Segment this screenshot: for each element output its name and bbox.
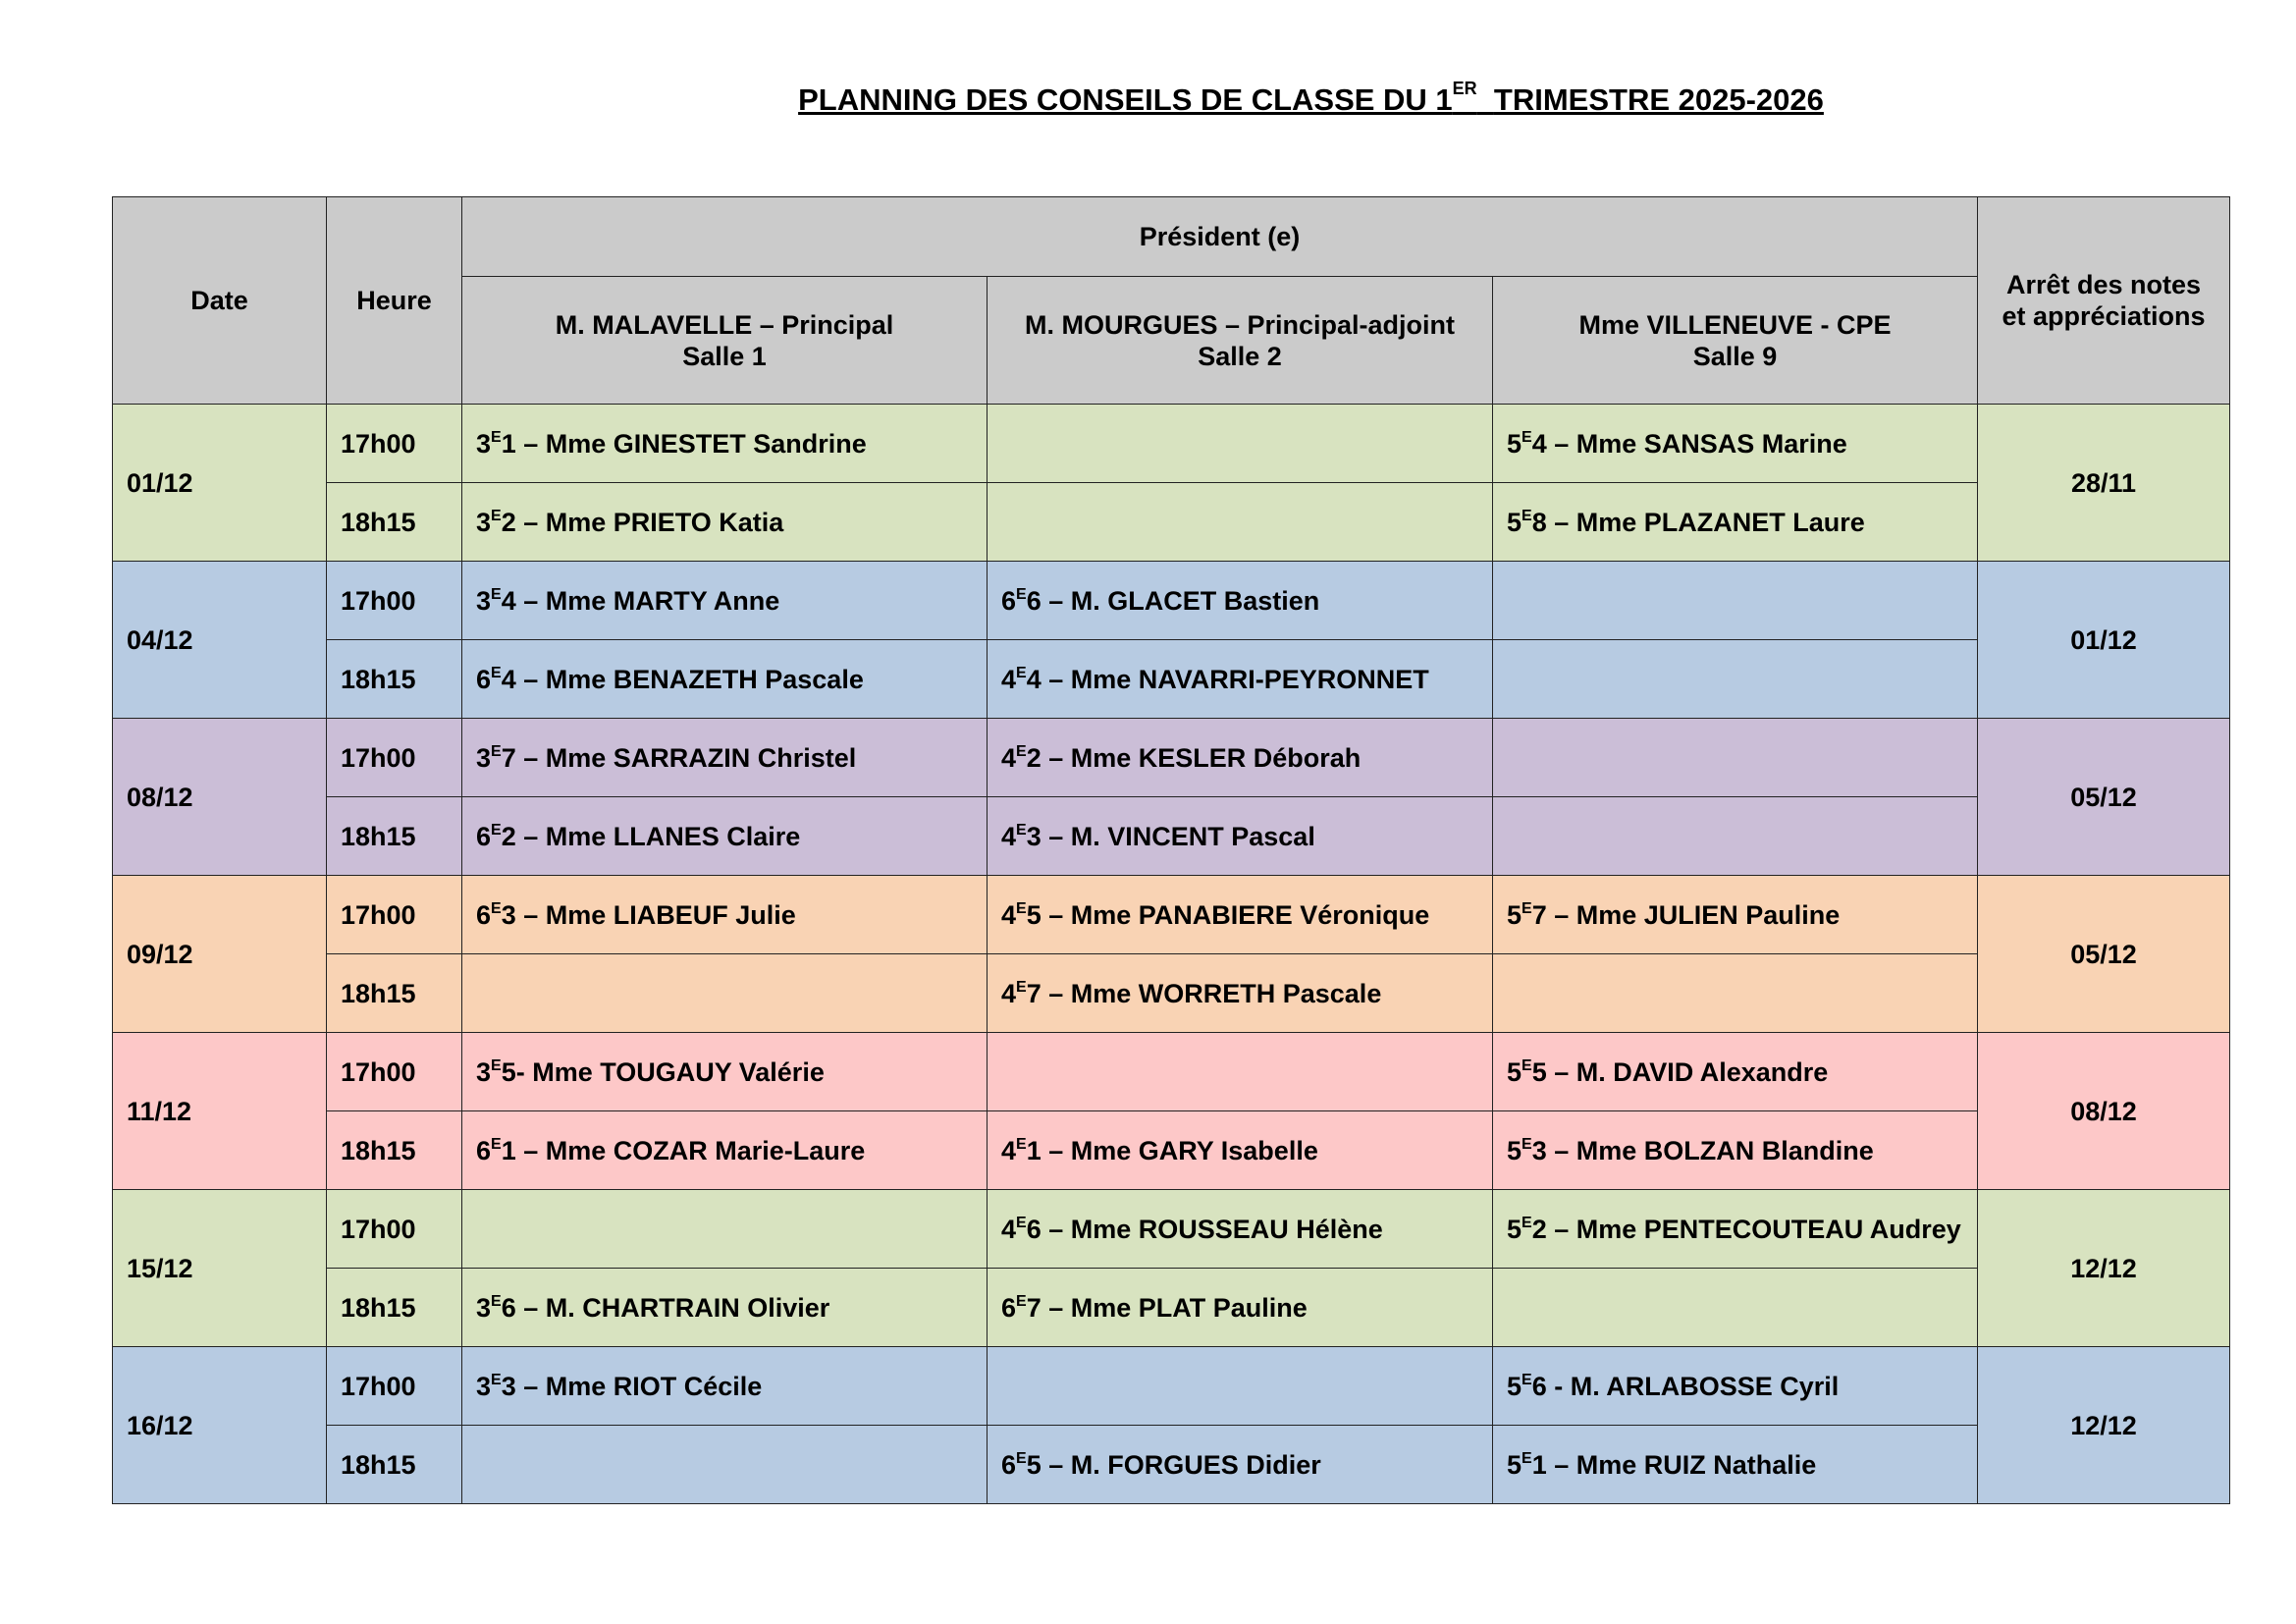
class-level: 5	[1507, 1449, 1522, 1480]
class-cell	[1493, 876, 1978, 954]
class-level: 5	[1507, 428, 1522, 459]
class-teacher: 7 – Mme SARRAZIN Christel	[501, 742, 857, 773]
class-superscript: E	[1016, 585, 1027, 603]
class-teacher: 1 – Mme RUIZ Nathalie	[1531, 1449, 1817, 1480]
class-teacher: 5- Mme TOUGAUY Valérie	[501, 1056, 825, 1087]
date-cell: 09/12	[113, 876, 327, 1033]
date-cell: 01/12	[113, 405, 327, 562]
class-level: 6	[476, 664, 492, 694]
time-cell: 17h00	[327, 562, 462, 640]
class-teacher: 5 – M. DAVID Alexandre	[1531, 1056, 1829, 1087]
class-superscript: E	[1016, 742, 1027, 760]
header-date: Date	[113, 197, 327, 405]
class-superscript: E	[1016, 821, 1027, 839]
table-row	[113, 719, 2230, 797]
president-name: Mme VILLENEUVE - CPE	[1578, 309, 1892, 340]
class-teacher: 2 – Mme LLANES Claire	[501, 821, 801, 851]
class-cell	[462, 954, 988, 1033]
class-cell	[462, 405, 988, 483]
class-cell	[988, 1033, 1493, 1111]
table-row	[113, 954, 2230, 1033]
header-arret	[1978, 197, 2230, 405]
class-cell	[1493, 1269, 1978, 1347]
class-teacher: 6 – Mme ROUSSEAU Hélène	[1026, 1214, 1383, 1244]
class-level: 6	[1001, 1292, 1017, 1323]
table-row	[113, 1190, 2230, 1269]
header-arret-line1: Arrêt des notes	[2006, 270, 2202, 299]
class-cell	[988, 562, 1493, 640]
class-superscript: E	[1016, 899, 1027, 917]
class-superscript: E	[491, 821, 502, 839]
class-teacher: 3 – Mme LIABEUF Julie	[501, 899, 796, 930]
class-cell	[1493, 1347, 1978, 1426]
class-cell	[462, 1426, 988, 1504]
time-cell: 18h15	[327, 1269, 462, 1347]
class-cell	[462, 1269, 988, 1347]
title-superscript: ER	[1452, 79, 1477, 98]
class-teacher: 7 – Mme JULIEN Pauline	[1531, 899, 1841, 930]
class-teacher: 5 – Mme PANABIERE Véronique	[1026, 899, 1430, 930]
table-row	[113, 562, 2230, 640]
table-row	[113, 483, 2230, 562]
date-cell: 16/12	[113, 1347, 327, 1504]
class-level: 3	[476, 585, 492, 616]
class-level: 3	[476, 428, 492, 459]
class-cell	[988, 797, 1493, 876]
class-cell	[462, 640, 988, 719]
header-heure: Heure	[327, 197, 462, 405]
header-president-3	[1493, 277, 1978, 405]
table-row	[113, 1426, 2230, 1504]
class-level: 4	[1001, 978, 1017, 1008]
arret-cell: 05/12	[1978, 719, 2230, 876]
class-cell	[1493, 405, 1978, 483]
arret-cell: 28/11	[1978, 405, 2230, 562]
title-rest: TRIMESTRE 2025-2026	[1493, 82, 1824, 117]
class-cell	[462, 1190, 988, 1269]
class-superscript: E	[1522, 1214, 1532, 1231]
class-cell	[1493, 1426, 1978, 1504]
class-level: 4	[1001, 899, 1017, 930]
class-level: 3	[476, 507, 492, 537]
class-level: 6	[1001, 585, 1017, 616]
date-cell: 15/12	[113, 1190, 327, 1347]
date-cell: 11/12	[113, 1033, 327, 1190]
table-row	[113, 1033, 2230, 1111]
class-teacher: 1 – Mme GINESTET Sandrine	[501, 428, 867, 459]
class-level: 5	[1507, 507, 1522, 537]
president-room: Salle 9	[1692, 341, 1778, 371]
class-superscript: E	[1522, 899, 1532, 917]
class-cell	[1493, 640, 1978, 719]
class-teacher: 3 – Mme RIOT Cécile	[501, 1371, 763, 1401]
class-cell	[988, 954, 1493, 1033]
class-cell	[988, 1426, 1493, 1504]
class-superscript: E	[1016, 1214, 1027, 1231]
class-level: 3	[476, 1292, 492, 1323]
header-president-1	[462, 277, 988, 405]
class-cell	[988, 1190, 1493, 1269]
class-cell	[988, 876, 1493, 954]
header-president: Président (e)	[462, 197, 1978, 277]
class-superscript: E	[1016, 1135, 1027, 1153]
president-name: M. MALAVELLE – Principal	[555, 309, 894, 340]
time-cell: 17h00	[327, 1347, 462, 1426]
class-superscript: E	[1522, 428, 1532, 446]
class-level: 4	[1001, 742, 1017, 773]
class-teacher: 4 – Mme NAVARRI-PEYRONNET	[1026, 664, 1429, 694]
class-cell	[1493, 954, 1978, 1033]
class-superscript: E	[491, 1292, 502, 1310]
header-president-2	[988, 277, 1493, 405]
class-teacher: 5 – M. FORGUES Didier	[1026, 1449, 1321, 1480]
class-level: 3	[476, 1371, 492, 1401]
class-cell	[462, 1347, 988, 1426]
time-cell: 17h00	[327, 876, 462, 954]
table-row	[113, 876, 2230, 954]
class-superscript: E	[1522, 1449, 1532, 1467]
page-title	[0, 79, 2296, 118]
class-level: 4	[1001, 1135, 1017, 1165]
class-superscript: E	[1016, 1449, 1027, 1467]
class-cell	[1493, 483, 1978, 562]
class-cell	[988, 1269, 1493, 1347]
time-cell: 18h15	[327, 1426, 462, 1504]
class-level: 6	[476, 821, 492, 851]
class-cell	[1493, 1190, 1978, 1269]
class-superscript: E	[1016, 1292, 1027, 1310]
class-teacher: 1 – Mme GARY Isabelle	[1026, 1135, 1318, 1165]
class-cell	[988, 405, 1493, 483]
table-row	[113, 405, 2230, 483]
class-teacher: 1 – Mme COZAR Marie-Laure	[501, 1135, 866, 1165]
class-level: 6	[476, 1135, 492, 1165]
class-level: 5	[1507, 899, 1522, 930]
date-cell: 04/12	[113, 562, 327, 719]
class-teacher: 3 – M. VINCENT Pascal	[1026, 821, 1315, 851]
schedule-body	[113, 405, 2230, 1504]
class-teacher: 7 – Mme PLAT Pauline	[1026, 1292, 1308, 1323]
table-row	[113, 1269, 2230, 1347]
class-cell	[462, 719, 988, 797]
schedule-table	[112, 196, 2230, 1504]
class-cell	[462, 797, 988, 876]
class-superscript: E	[491, 1056, 502, 1074]
time-cell: 17h00	[327, 719, 462, 797]
class-level: 5	[1507, 1056, 1522, 1087]
class-level: 4	[1001, 1214, 1017, 1244]
class-teacher: 2 – Mme PENTECOUTEAU Audrey	[1531, 1214, 1961, 1244]
class-cell	[462, 562, 988, 640]
class-cell	[988, 640, 1493, 719]
header-arret-line2: et appréciations	[2002, 301, 2206, 331]
president-name: M. MOURGUES – Principal-adjoint	[1024, 309, 1456, 340]
table-row	[113, 640, 2230, 719]
time-cell: 18h15	[327, 640, 462, 719]
arret-cell: 05/12	[1978, 876, 2230, 1033]
arret-cell: 08/12	[1978, 1033, 2230, 1190]
class-superscript: E	[491, 507, 502, 524]
table-row	[113, 1111, 2230, 1190]
class-level: 4	[1001, 664, 1017, 694]
class-superscript: E	[491, 1135, 502, 1153]
time-cell: 18h15	[327, 1111, 462, 1190]
class-level: 3	[476, 742, 492, 773]
class-cell	[988, 1111, 1493, 1190]
class-teacher: 6 - M. ARLABOSSE Cyril	[1531, 1371, 1840, 1401]
class-superscript: E	[1522, 507, 1532, 524]
class-level: 4	[1001, 821, 1017, 851]
class-teacher: 3 – Mme BOLZAN Blandine	[1531, 1135, 1874, 1165]
arret-cell: 01/12	[1978, 562, 2230, 719]
title-main: PLANNING DES CONSEILS DE CLASSE DU 1	[798, 82, 1453, 117]
class-cell	[1493, 1111, 1978, 1190]
date-cell: 08/12	[113, 719, 327, 876]
time-cell: 18h15	[327, 954, 462, 1033]
class-superscript: E	[491, 585, 502, 603]
class-level: 5	[1507, 1371, 1522, 1401]
time-cell: 17h00	[327, 405, 462, 483]
class-teacher: 6 – M. CHARTRAIN Olivier	[501, 1292, 830, 1323]
table-row	[113, 1347, 2230, 1426]
time-cell: 18h15	[327, 797, 462, 876]
class-superscript: E	[491, 1371, 502, 1388]
class-cell	[988, 483, 1493, 562]
time-cell: 18h15	[327, 483, 462, 562]
class-superscript: E	[491, 428, 502, 446]
president-room: Salle 2	[1198, 341, 1282, 371]
president-room: Salle 1	[682, 341, 767, 371]
class-cell	[462, 1033, 988, 1111]
class-level: 6	[1001, 1449, 1017, 1480]
class-superscript: E	[491, 742, 502, 760]
time-cell: 17h00	[327, 1190, 462, 1269]
class-level: 6	[476, 899, 492, 930]
class-teacher: 6 – M. GLACET Bastien	[1026, 585, 1320, 616]
class-cell	[988, 1347, 1493, 1426]
class-superscript: E	[1522, 1371, 1532, 1388]
class-cell	[1493, 797, 1978, 876]
class-teacher: 7 – Mme WORRETH Pascale	[1026, 978, 1382, 1008]
class-level: 5	[1507, 1135, 1522, 1165]
class-superscript: E	[1016, 978, 1027, 996]
class-level: 3	[476, 1056, 492, 1087]
class-cell	[462, 876, 988, 954]
class-teacher: 2 – Mme PRIETO Katia	[501, 507, 784, 537]
class-cell	[462, 483, 988, 562]
arret-cell: 12/12	[1978, 1347, 2230, 1504]
class-cell	[988, 719, 1493, 797]
time-cell: 17h00	[327, 1033, 462, 1111]
class-teacher: 8 – Mme PLAZANET Laure	[1531, 507, 1865, 537]
class-superscript: E	[491, 664, 502, 681]
class-cell	[1493, 719, 1978, 797]
class-superscript: E	[1522, 1056, 1532, 1074]
class-teacher: 4 – Mme BENAZETH Pascale	[501, 664, 864, 694]
class-cell	[1493, 562, 1978, 640]
class-superscript: E	[491, 899, 502, 917]
class-teacher: 4 – Mme MARTY Anne	[501, 585, 780, 616]
arret-cell: 12/12	[1978, 1190, 2230, 1347]
class-teacher: 2 – Mme KESLER Déborah	[1026, 742, 1362, 773]
class-cell	[1493, 1033, 1978, 1111]
table-row	[113, 797, 2230, 876]
class-superscript: E	[1522, 1135, 1532, 1153]
class-cell	[462, 1111, 988, 1190]
class-teacher: 4 – Mme SANSAS Marine	[1531, 428, 1847, 459]
class-level: 5	[1507, 1214, 1522, 1244]
class-superscript: E	[1016, 664, 1027, 681]
